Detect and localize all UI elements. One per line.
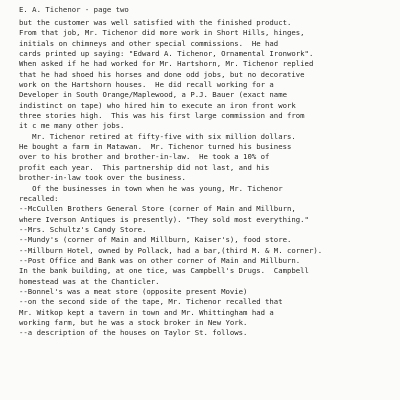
text-line: profit each year. This partnership did not last, and his bbox=[19, 162, 270, 172]
text-line: cards printed up saying: "Edward A. Tichenor, Ornamental Ironwork". bbox=[19, 49, 314, 59]
transcript-body bbox=[19, 18, 394, 339]
text-line: indistinct on tape) who hired him to execute an iron front work bbox=[19, 100, 296, 110]
text-line: but the customer was well satisfied with the finished product. bbox=[19, 18, 292, 27]
text-line: three stories high. This was his first large commission and from bbox=[19, 111, 305, 121]
text-line: --a description of the houses on Taylor St. follows. bbox=[19, 328, 248, 338]
text-line: Of the businesses in town when he was young, Mr. Tichenor bbox=[19, 183, 283, 193]
text-line: it c me many other jobs. bbox=[19, 121, 125, 131]
text-line: --Bonnel's was a meat store (opposite present Movie) bbox=[19, 286, 248, 296]
text-line: where Iverson Antiques is presently). "They sold most everything." bbox=[19, 214, 309, 224]
text-line: When asked if he had worked for Mr. Hartshorn, Mr. Tichenor replied bbox=[19, 59, 314, 69]
text-line: homestead was at the Chanticler. bbox=[19, 276, 160, 286]
text-line: --on the second side of the tape, Mr. Tichenor recalled that bbox=[19, 297, 283, 307]
text-line: --Mrs. Schultz's Candy Store. bbox=[19, 224, 147, 234]
text-line: that he had shoed his horses and done odd jobs, but no decorative bbox=[19, 69, 305, 79]
text-line: Mr. Witkop kept a tavern in town and Mr. Whittingham had a bbox=[19, 307, 274, 317]
text-line: work on the Hartshorn houses. He did recall working for a bbox=[19, 80, 274, 90]
text-line: From that job, Mr. Tichenor did more work in Short Hills, hinges, bbox=[19, 28, 305, 38]
text-line: --Millburn Hotel, owned by Pollack, had a bar,(third M. & M. corner). bbox=[19, 245, 323, 255]
text-line: brother-in-law took over the business. bbox=[19, 173, 186, 183]
text-line: --Post Office and Bank was on other corner of Main and Millburn. bbox=[19, 255, 301, 265]
text-line: --Mundy's (corner of Main and Millburn, Kaiser's), food store. bbox=[19, 235, 292, 245]
text-line: He bought a farm in Matawan. Mr. Tichenor turned his business bbox=[19, 142, 292, 152]
text-line: Mr. Tichenor retired at fifty-five with six million dollars. bbox=[19, 131, 296, 141]
text-line: initials on chimneys and other special commissions. He had bbox=[19, 38, 279, 48]
page-header: E. A. Tichenor - page two bbox=[19, 5, 129, 14]
text-line: In the bank building, at one tice, was Campbell's Drugs. Campbell bbox=[19, 266, 309, 276]
text-line: working farm, but he was a stock broker in New York. bbox=[19, 317, 248, 327]
text-line: over to his brother and brother-in-law. He took a 10% of bbox=[19, 152, 270, 162]
text-line: recalled: bbox=[19, 193, 59, 203]
text-line: Developer in South Orange/Maplewood, a P.J. Bauer (exact name bbox=[19, 90, 287, 100]
text-line: --McCullen Brothers General Store (corner of Main and Millburn, bbox=[19, 204, 296, 214]
